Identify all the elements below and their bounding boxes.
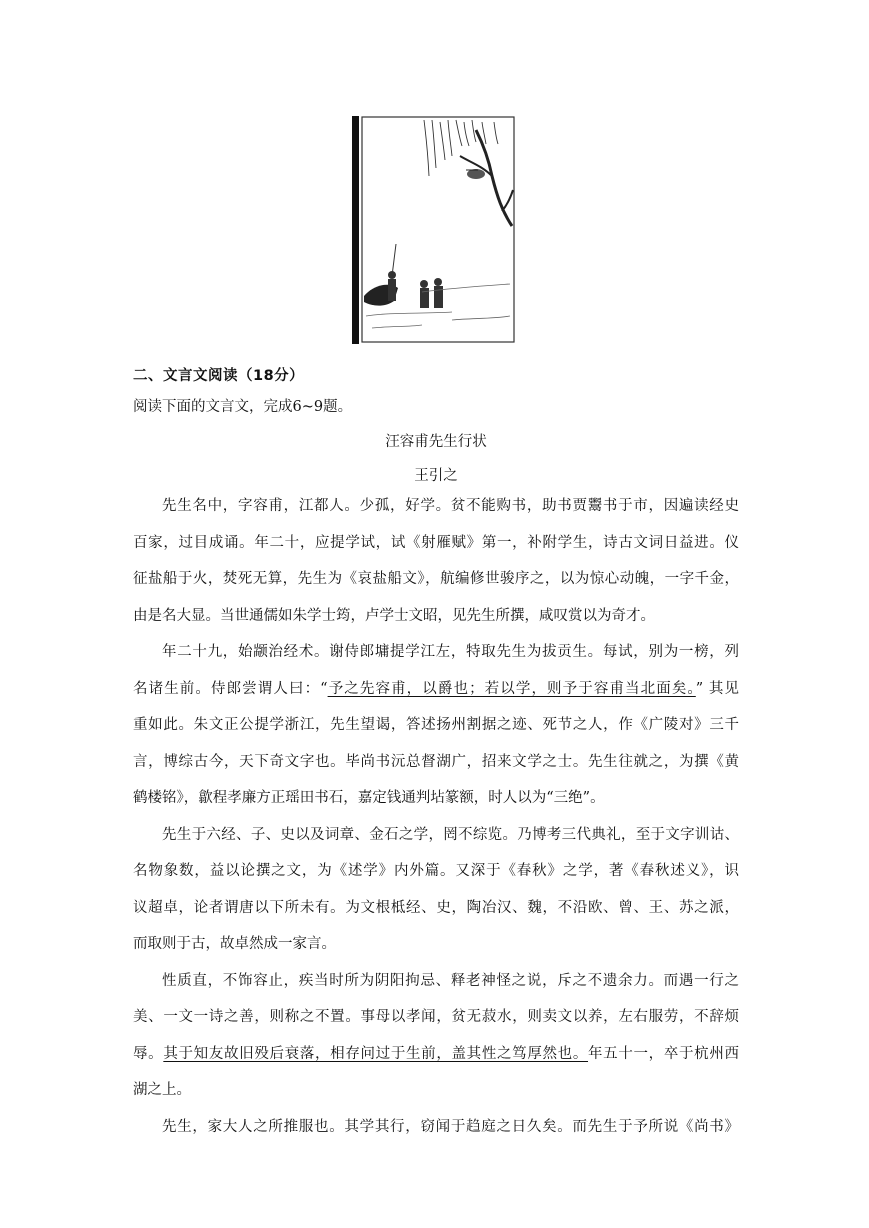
p4-line-2: 美、一文一诗之善，则称之不置。事母以孝闻，贫无菽水，则卖文以养，左右服劳，不辞烦 — [133, 1009, 739, 1025]
p2-line-2: 名诸生前。侍郎尝谓人曰：“予之先容甫，以爵也；若以学，则予于容甫当北面矣。” 其见 — [133, 681, 739, 697]
article-author: 王引之 — [414, 468, 458, 484]
article-title: 汪容甫先生行状 — [385, 434, 487, 450]
p1-line-4: 由是名大显。当世通儒如朱学士筠，卢学士文昭，见先生所撰，咸叹赏以为奇才。 — [133, 608, 655, 624]
p2-line-3: 重如此。朱文正公提学浙江，先生望谒，答述扬州割据之迹、死节之人，作《广陵对》三千 — [133, 717, 739, 733]
p3-line-1: 先生于六经、子、史以及词章、金石之学，罔不综览。乃博考三代典礼，至于文字训诂、 — [162, 827, 739, 843]
p1-line-1: 先生名中，字容甫，江都人。少孤，好学。贫不能购书，助书贾鬻书于市，因遍读经史 — [162, 498, 739, 514]
p1-line-3: 征盐船于火，焚死无算，先生为《哀盐船文》，航编修世骏序之，以为惊心动魄，一字千金， — [133, 571, 739, 587]
ink-painting-illustration — [352, 116, 516, 344]
underlined-sentence-2: 其于知友故旧殁后衰落，相存问过于生前，盖其性之笃厚然也。 — [163, 1046, 589, 1062]
dotted-word-jiangzuo: 江左 — [420, 644, 451, 660]
p4-line-1: 性质直，不饰容止，疾当时所为阴阳拘忌、释老神怪之说，斥之不遗余力。而遇一行之 — [162, 973, 739, 989]
dotted-word-quting: 趋庭 — [466, 1119, 497, 1135]
underlined-sentence-1: 予之先容甫，以爵也；若以学，则予于容甫当北面矣。 — [327, 681, 696, 697]
p3-line-3: 议超卓，论者谓唐以下所未有。为文根柢经、史，陶冶汉、魏，不沿欧、曾、王、苏之派， — [133, 900, 739, 916]
p3-line-4: 而取则于古，故卓然成一家言。 — [133, 936, 336, 952]
dotted-char-zhi: 置 — [330, 1009, 346, 1025]
dotted-word-sandai: 三代 — [561, 827, 592, 843]
section-heading: 二、文言文阅读（18分） — [133, 368, 305, 384]
p5-line-1: 先生，家大人之所推服也。其学其行，窃闻于趋庭之日久矣。而先生于予所说《尚书》 — [162, 1119, 739, 1135]
instruction-text: 阅读下面的文言文，完成6~9题。 — [133, 399, 353, 415]
p4-line-3: 辱。其于知友故旧殁后衰落，相存问过于生前，盖其性之笃厚然也。年五十一，卒于杭州西 — [133, 1046, 739, 1062]
dotted-char-yu: 鬻 — [587, 498, 603, 514]
p1-line-2: 百家，过目成诵。年二十，应提学试，试《射雁赋》第一，补附学生，诗古文词日益进。仪 — [133, 535, 739, 551]
p2-line-4: 言，博综古今，天下奇文字也。毕尚书沅总督湖广，招来文学之士。先生往就之，为撰《黄 — [133, 754, 739, 770]
p3-line-2: 名物象数，益以论撰之文，为《述学》内外篇。又深于《春秋》之学，著《春秋述义》，识 — [133, 863, 739, 879]
p4-line-4: 湖之上。 — [133, 1082, 191, 1098]
dotted-word-shushui: 菽水 — [481, 1009, 513, 1025]
p2-line-5: 鹤楼铭》，歙程孝廉方正瑶田书石，嘉定钱通判坫篆额，时人以为“三绝”。 — [133, 790, 605, 806]
p2-line-1: 年二十九，始颛治经术。谢侍郎墉提学江左，特取先生为拔贡生。每试，别为一榜，列 — [162, 644, 739, 660]
